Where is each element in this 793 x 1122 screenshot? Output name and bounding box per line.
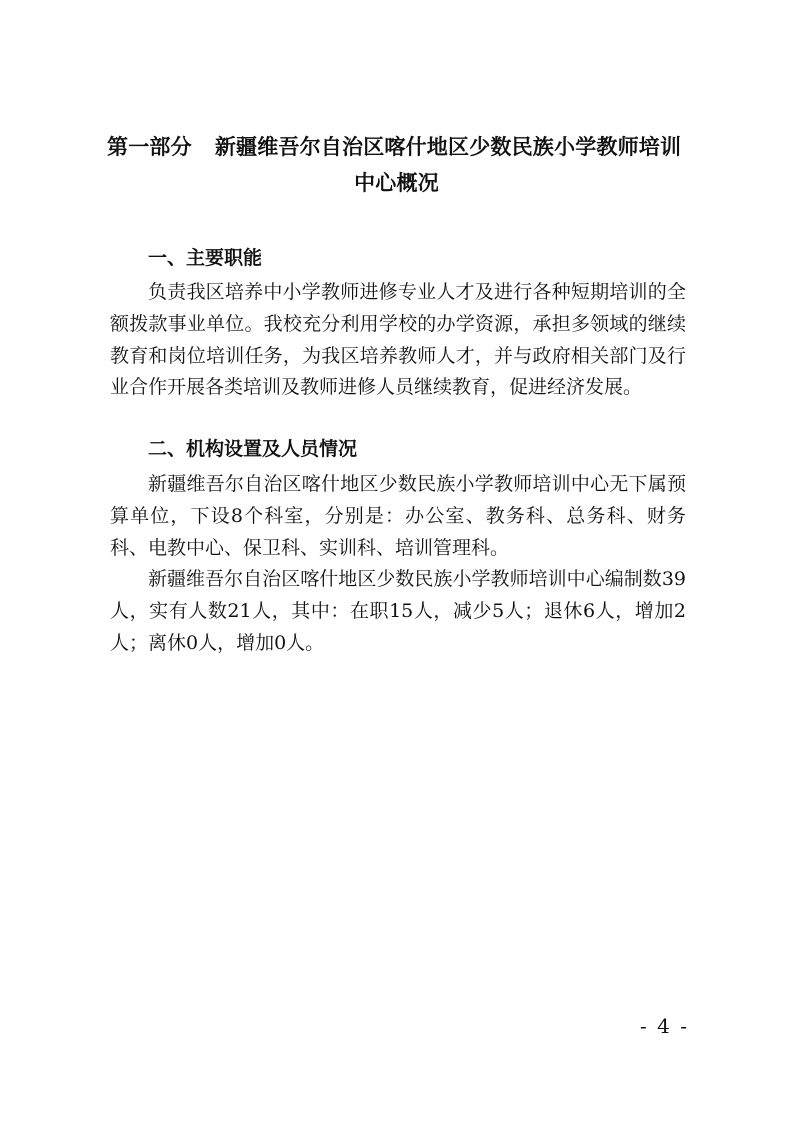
document-title-line-2 <box>0 170 793 196</box>
title-name-line-1: 新疆维吾尔自治区喀什地区少数民族小学教师培训 <box>214 135 682 159</box>
page-number: - 4 - <box>640 1014 689 1038</box>
paragraph-main-functions: 负责我区培养中小学教师进修专业人才及进行各种短期培训的全额拨款事业单位。我校充分利用学校的办学资源，承担多领域的继续教育和岗位培训任务，为我区培养教师人才，并与政府相关部门及行业合作开展各类培训及教师进修人员继续教育，促进经济发展。 <box>110 281 686 399</box>
paragraph-organization-structure: 新疆维吾尔自治区喀什地区少数民族小学教师培训中心无下属预算单位，下设8个科室，分别是：办公室、教务科、总务科、财务科、电教中心、保卫科、实训科、培训管理科。 <box>110 473 686 559</box>
section-heading-organization: 二、机构设置及人员情况 <box>148 438 358 460</box>
section-heading-main-functions: 一、主要职能 <box>148 247 263 269</box>
document-title-line-1 <box>107 134 681 160</box>
title-name-line-2: 中心概况 <box>354 171 439 195</box>
title-part: 第一部分 <box>107 135 192 159</box>
paragraph-staffing: 新疆维吾尔自治区喀什地区少数民族小学教师培训中心编制数39人，实有人数21人，其中：在职15人，减少5人；退休6人，增加2人；离休0人，增加0人。 <box>110 568 686 654</box>
